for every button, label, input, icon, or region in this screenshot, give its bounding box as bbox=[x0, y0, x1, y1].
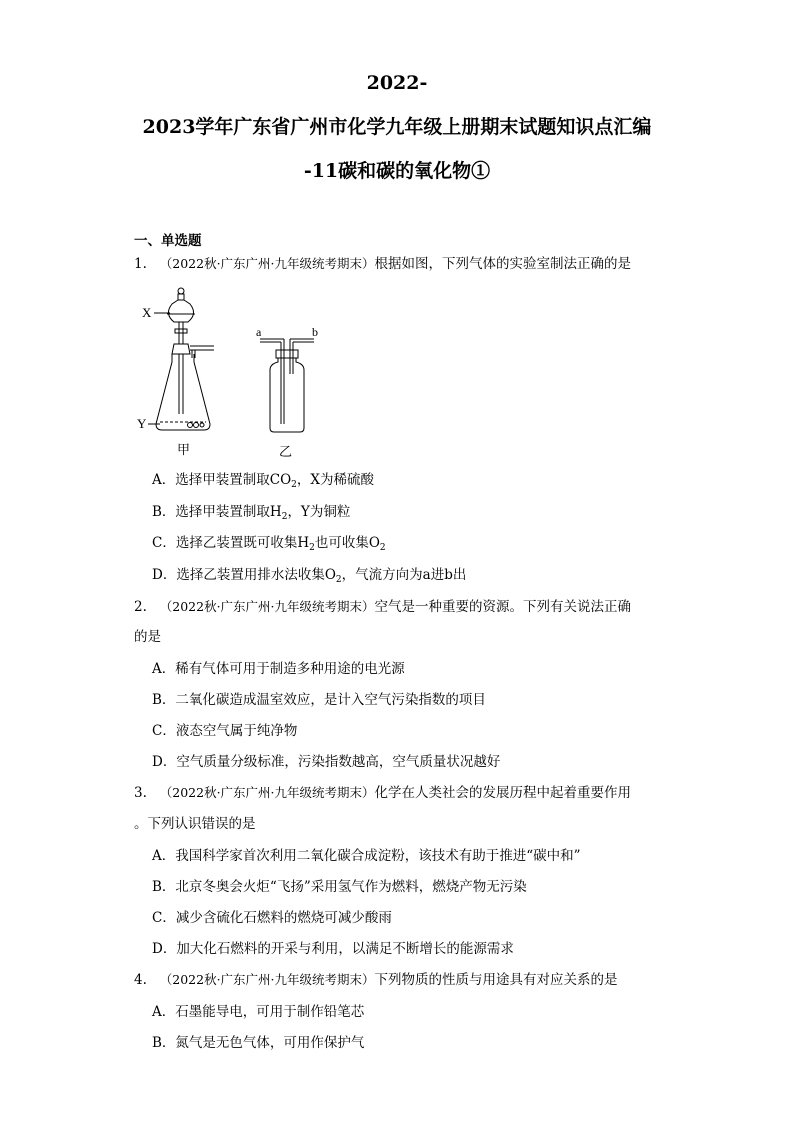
subscript: 2 bbox=[379, 543, 386, 553]
label-x: X bbox=[142, 305, 152, 320]
option-text: A．选择甲装置制取CO bbox=[152, 472, 292, 488]
q2-option-c: C．液态空气属于纯净物 bbox=[152, 723, 298, 739]
title-line-2: 2023学年广东省广州市化学九年级上册期末试题知识点汇编 bbox=[142, 116, 652, 138]
question-3-cont: 。下列认识错误的是 bbox=[134, 816, 256, 832]
label-a: a bbox=[256, 325, 262, 339]
question-stem: 根据如图，下列气体的实验室制法正确的是 bbox=[374, 256, 632, 272]
option-text: C．选择乙装置既可收集H bbox=[152, 535, 310, 551]
option-text: B．选择甲装置制取H bbox=[152, 504, 282, 520]
option-text: D．选择乙装置用排水法收集O bbox=[152, 567, 336, 583]
question-source: （2022秋·广东广州·九年级统考期末） bbox=[159, 256, 375, 271]
title-line-3: -11碳和碳的氧化物① bbox=[303, 160, 491, 182]
q3-option-d: D．加大化石燃料的开采与利用，以满足不断增长的能源需求 bbox=[152, 941, 514, 957]
q2-option-d: D．空气质量分级标准，污染指数越高，空气质量状况越好 bbox=[152, 754, 501, 770]
section-heading: 一、单选题 bbox=[134, 233, 202, 249]
question-source: （2022秋·广东广州·九年级统考期末） bbox=[159, 972, 375, 987]
question-2 bbox=[134, 597, 631, 617]
q3-option-b: B．北京冬奥会火炬“飞扬”采用氢气作为燃料，燃烧产物无污染 bbox=[152, 879, 527, 895]
question-2-cont: 的是 bbox=[134, 629, 161, 645]
q2-option-b: B．二氧化碳造成温室效应，是计入空气污染指数的项目 bbox=[152, 692, 486, 708]
option-text: ，气流方向为a进b出 bbox=[341, 567, 467, 583]
question-stem: 化学在人类社会的发展历程中起着重要作用 bbox=[374, 785, 632, 801]
q3-option-a: A．我国科学家首次利用二氧化碳合成淀粉，该技术有助于推进“碳中和” bbox=[152, 848, 581, 864]
question-3 bbox=[134, 783, 631, 803]
caption-jia: 甲 bbox=[177, 443, 191, 458]
label-b: b bbox=[312, 325, 318, 339]
q1-option-a bbox=[152, 470, 374, 490]
q1-option-c bbox=[152, 533, 386, 553]
question-source: （2022秋·广东广州·九年级统考期末） bbox=[159, 785, 375, 800]
question-1 bbox=[134, 254, 631, 274]
question-source: （2022秋·广东广州·九年级统考期末） bbox=[159, 599, 375, 614]
subscript: 2 bbox=[291, 480, 297, 490]
q2-option-a: A．稀有气体可用于制造多种用途的电光源 bbox=[152, 661, 405, 677]
apparatus-diagram bbox=[134, 284, 334, 464]
subscript: 2 bbox=[309, 543, 315, 553]
question-stem: 空气是一种重要的资源。下列有关说法正确 bbox=[374, 599, 632, 615]
title-line-1: 2022- bbox=[366, 72, 428, 94]
caption-yi: 乙 bbox=[279, 445, 293, 460]
q1-option-d bbox=[152, 565, 466, 585]
apparatus-figure bbox=[134, 284, 334, 464]
question-number: 4. bbox=[134, 972, 147, 988]
question-number: 2. bbox=[134, 599, 147, 615]
q3-option-c: C．减少含硫化石燃料的燃烧可减少酸雨 bbox=[152, 910, 392, 926]
option-text: 也可收集O bbox=[314, 535, 380, 551]
question-stem: 下列物质的性质与用途具有对应关系的是 bbox=[374, 972, 618, 988]
question-number: 1. bbox=[134, 256, 147, 272]
subscript: 2 bbox=[335, 575, 342, 585]
q1-option-b bbox=[152, 502, 350, 522]
option-text: ，Y为铜粒 bbox=[287, 504, 351, 520]
option-text: ，X为稀硫酸 bbox=[296, 472, 375, 488]
question-4 bbox=[134, 970, 618, 990]
q4-option-a: A．石墨能导电，可用于制作铅笔芯 bbox=[152, 1004, 365, 1020]
q4-option-b: B．氮气是无色气体，可用作保护气 bbox=[152, 1035, 365, 1051]
question-number: 3. bbox=[134, 785, 147, 801]
subscript: 2 bbox=[281, 512, 288, 522]
label-y: Y bbox=[137, 416, 147, 431]
